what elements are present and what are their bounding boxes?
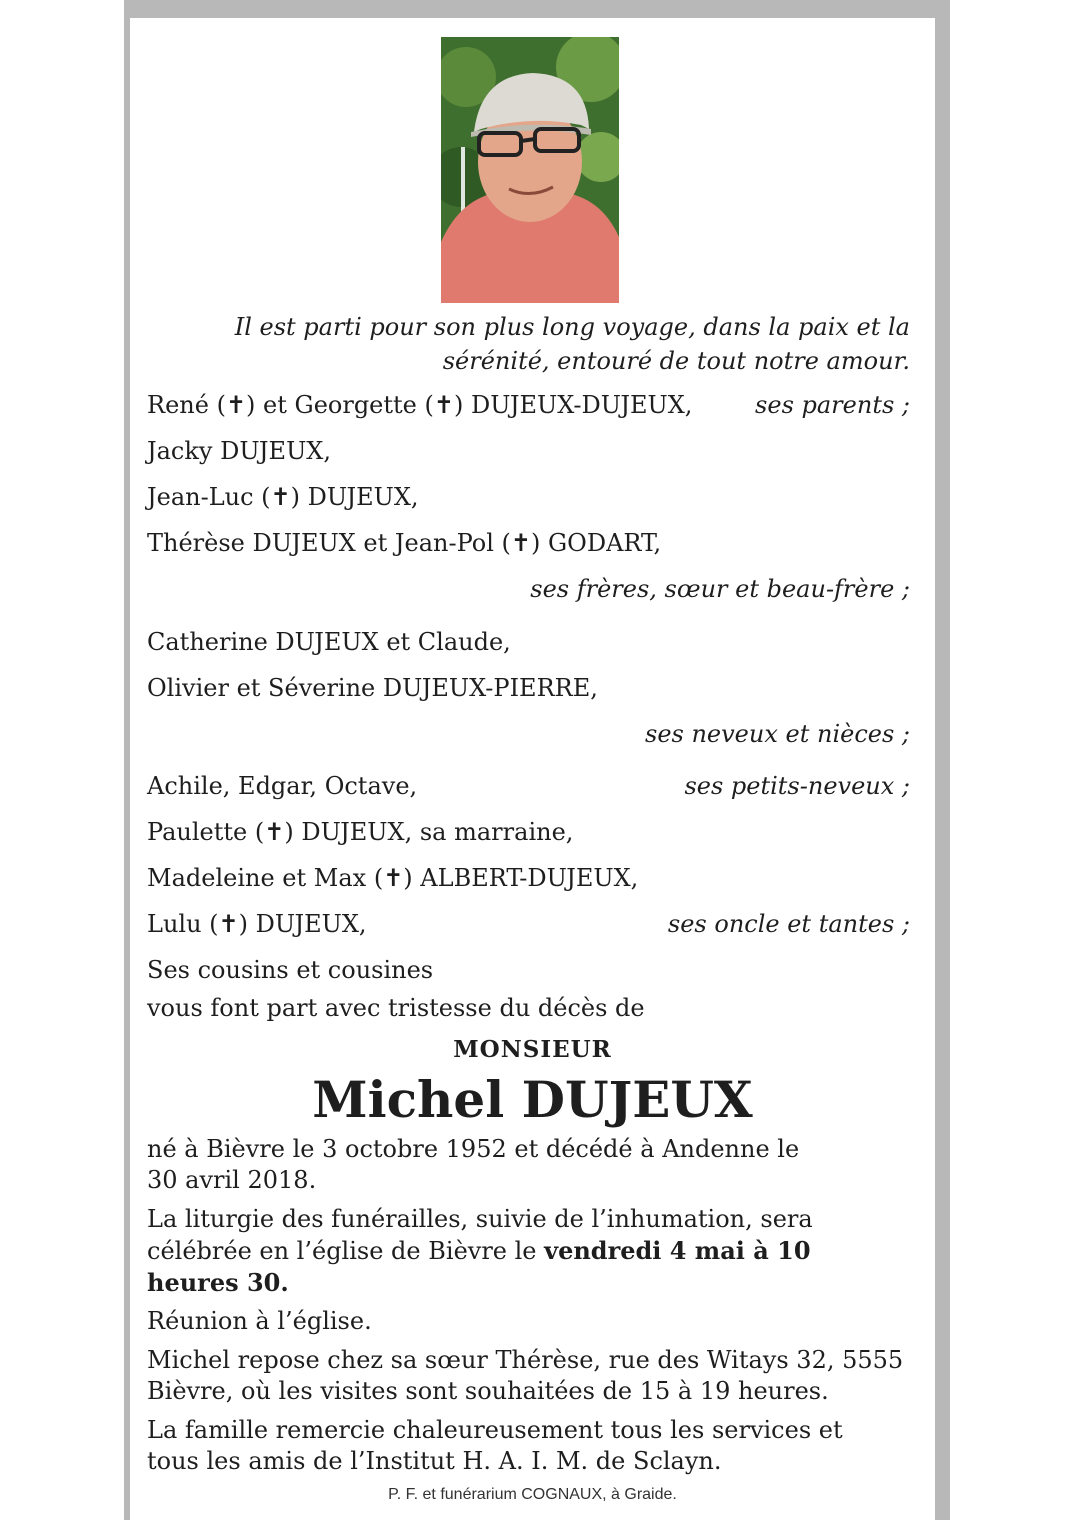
frame-left-border [124, 0, 130, 1520]
grandnephews-names: Achile, Edgar, Octave, [147, 772, 418, 800]
announce-line: vous font part avec tristesse du décès de [147, 994, 645, 1022]
sibling-therese-last: GODART, [547, 529, 662, 557]
uncles-role: ses oncle et tantes ; [667, 910, 910, 938]
birth-death-paragraph: né à Bièvre le 3 octobre 1952 et décédé à Andenne le 30 avril 2018. [147, 1135, 800, 1194]
nephew-catherine: Catherine DUJEUX et Claude, [147, 628, 511, 656]
nephews-role: ses neveux et nièces ; [645, 720, 910, 748]
aunt-lulu-last: DUJEUX, [255, 910, 367, 938]
funeral-text: La liturgie des funérailles, suivie de l’inhumation, sera célébrée en l’église de Bièvre le [147, 1205, 813, 1265]
thanks-paragraph: La famille remercie chaleureusement tous les services et tous les amis de l’Institut H. A. I. M. de Sclayn. [147, 1416, 843, 1475]
cross-icon: ✝ [218, 910, 239, 938]
sibling-therese: Thérèse DUJEUX et Jean-Pol (✝) GODART, [147, 529, 662, 557]
aunt-paulette-last: DUJEUX, sa marraine, [301, 818, 574, 846]
funeral-paragraph [147, 1204, 892, 1299]
meeting-paragraph: Réunion à l’église. [147, 1307, 372, 1335]
siblings-role: ses frères, sœur et beau-frère ; [530, 575, 910, 603]
parents-surname: DUJEUX-DUJEUX, [471, 391, 693, 419]
parents-line: René (✝) et Georgette (✝) DUJEUX-DUJEUX, [147, 391, 693, 419]
aunt-madeleine-last: ALBERT-DUJEUX, [420, 864, 639, 892]
cousins-line: Ses cousins et cousines [147, 956, 434, 984]
intro-quote-line-1: Il est parti pour son plus long voyage, dans la paix et la [234, 313, 910, 341]
aunt-lulu-first: Lulu [147, 910, 202, 938]
sibling-jacky: Jacky DUJEUX, [147, 437, 332, 465]
frame-right-border [935, 0, 950, 1520]
aunt-madeleine-first: Madeleine et Max [147, 864, 367, 892]
sibling-jeanluc: Jean-Luc (✝) DUJEUX, [147, 483, 419, 511]
repose-paragraph: Michel repose chez sa sœur Thérèse, rue des Witays 32, 5555 Bièvre, où les visites sont souhaitées de 15 à 19 heures. [147, 1346, 904, 1405]
honorific: MONSIEUR [453, 1036, 612, 1063]
aunt-paulette-first: Paulette [147, 818, 248, 846]
cross-icon: ✝ [225, 391, 247, 419]
aunt-paulette: Paulette (✝) DUJEUX, sa marraine, [147, 818, 574, 846]
aunt-madeleine: Madeleine et Max (✝) ALBERT-DUJEUX, [147, 864, 639, 892]
sibling-jeanluc-last: DUJEUX, [307, 483, 419, 511]
grandnephews-role: ses petits-neveux ; [684, 772, 910, 800]
nephew-olivier: Olivier et Séverine DUJEUX-PIERRE, [147, 674, 598, 702]
cross-icon: ✝ [433, 391, 454, 419]
parent-2-name: et Georgette [263, 391, 417, 419]
frame-top-border [124, 0, 950, 18]
deceased-name: Michel DUJEUX [312, 1070, 753, 1129]
parents-role: ses parents ; [755, 391, 910, 419]
parent-1-name: René [147, 391, 209, 419]
funeral-date: vendredi 4 mai à 10 heures 30. [147, 1236, 811, 1297]
sibling-jeanluc-first: Jean-Luc [147, 483, 254, 511]
cross-icon: ✝ [264, 818, 285, 846]
footer-funeral-home: P. F. et funérarium COGNAUX, à Graide. [388, 1486, 677, 1503]
cross-icon: ✝ [270, 483, 291, 511]
portrait-photo [441, 37, 619, 303]
cross-icon: ✝ [383, 864, 404, 892]
intro-quote-line-2: sérénité, entouré de tout notre amour. [442, 347, 910, 375]
sibling-therese-first: Thérèse DUJEUX et Jean-Pol [147, 529, 494, 557]
aunt-lulu: Lulu (✝) DUJEUX, [147, 910, 367, 938]
cross-icon: ✝ [510, 529, 531, 557]
